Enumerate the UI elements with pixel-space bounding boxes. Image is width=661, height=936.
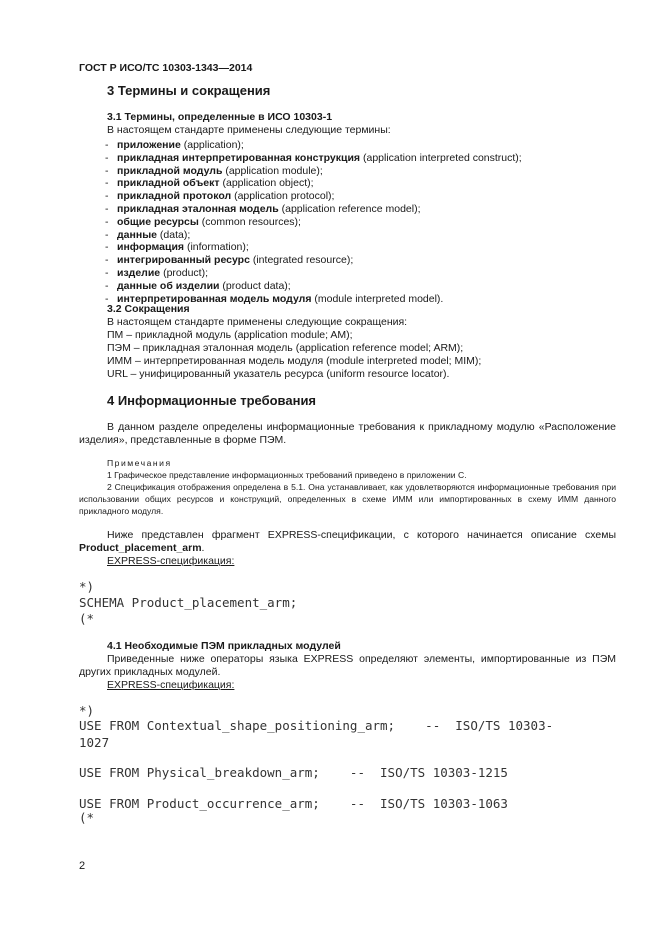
list-item: ПЭМ – прикладная эталонная модель (application reference model; ARM); xyxy=(107,342,464,354)
standard-header: ГОСТ Р ИСО/ТС 10303-1343—2014 xyxy=(79,62,253,74)
fragment-paragraph: Ниже представлен фрагмент EXPRESS-спецификации, с которого начинается описание схемы Product_placement_arm. xyxy=(79,529,616,554)
list-item: - прикладной протокол (application protocol); xyxy=(105,190,335,203)
abbreviations-intro: В настоящем стандарте применены следующие сокращения: xyxy=(107,316,408,328)
note-2: 2 Спецификация отображения определена в 5.1. Она устанавливает, как удовлетворяются информационные требования при использовании общих ресурсов и конструкций, определенных в схеме ИММ или импортированных в схему ИММ данного прикладного модуля. xyxy=(79,482,616,516)
notes-label: Примечания xyxy=(107,458,172,468)
list-item: URL – унифицированный указатель ресурса (uniform resource locator). xyxy=(107,368,450,380)
section-4-intro: В данном разделе определены информационные требования к прикладному модулю «Расположение изделия», представленные в форме ПЭМ. xyxy=(79,421,616,446)
code-comment-close-2: *) xyxy=(79,703,95,718)
list-item: - прикладная эталонная модель (application reference model); xyxy=(105,202,421,215)
list-item: - прикладная интерпретированная конструкция (application interpreted construct); xyxy=(105,151,522,164)
list-item: - интерпретированная модель модуля (module interpreted model). xyxy=(105,292,444,305)
code-comment-close: *) xyxy=(79,579,95,594)
list-item: - прикладной объект (application object); xyxy=(105,177,314,190)
express-label-2: EXPRESS-спецификация: xyxy=(107,679,235,691)
list-item: - приложение (application); xyxy=(105,139,244,151)
list-item: - данные (data); xyxy=(105,228,191,241)
code-comment-open: (* xyxy=(79,611,95,626)
list-item: - изделие (product); xyxy=(105,266,209,279)
subsection-4-1-title: 4.1 Необходимые ПЭМ прикладных модулей xyxy=(107,640,341,652)
code-use-line-3: USE FROM Product_occurrence_arm; -- ISO/TS 10303-1063 xyxy=(79,796,508,811)
section-4-title: 4 Информационные требования xyxy=(107,393,317,408)
subsection-3-1-title: 3.1 Термины, определенные в ИСО 10303-1 xyxy=(107,111,333,123)
list-item: - информация (information); xyxy=(105,241,249,254)
note-1: 1 Графическое представление информационных требований приведено в приложении С. xyxy=(107,470,467,480)
page-number: 2 xyxy=(79,860,86,872)
code-use-line-1-cont: 1027 xyxy=(79,735,110,750)
express-label: EXPRESS-спецификация: xyxy=(107,555,235,567)
section-3-title: 3 Термины и сокращения xyxy=(107,83,271,98)
terms-intro: В настоящем стандарте применены следующие термины: xyxy=(107,124,391,136)
list-item: - данные об изделии (product data); xyxy=(105,279,291,292)
subsection-4-1-text: Приведенные ниже операторы языка EXPRESS определяют элементы, импортированные из ПЭМ других прикладных модулей. xyxy=(79,653,616,678)
list-item: ПМ – прикладной модуль (application module; AM); xyxy=(107,329,353,341)
subsection-3-2-title: 3.2 Сокращения xyxy=(107,303,190,315)
code-use-line-1: USE FROM Contextual_shape_positioning_arm; -- ISO/TS 10303- xyxy=(79,718,554,733)
schema-name: Product_placement_arm xyxy=(79,542,202,554)
list-item: - общие ресурсы (common resources); xyxy=(105,215,301,228)
terms-list xyxy=(105,139,522,305)
list-item: - прикладной модуль (application module); xyxy=(105,164,323,177)
code-use-line-2: USE FROM Physical_breakdown_arm; -- ISO/TS 10303-1215 xyxy=(79,765,508,780)
list-item: - интегрированный ресурс (integrated resource); xyxy=(105,254,354,267)
code-schema-line: SCHEMA Product_placement_arm; xyxy=(79,595,298,610)
abbreviations-list xyxy=(107,329,481,381)
code-comment-open-2: (* xyxy=(79,810,95,825)
list-item: ИММ – интерпретированная модель модуля (module interpreted model; MIM); xyxy=(107,355,482,367)
